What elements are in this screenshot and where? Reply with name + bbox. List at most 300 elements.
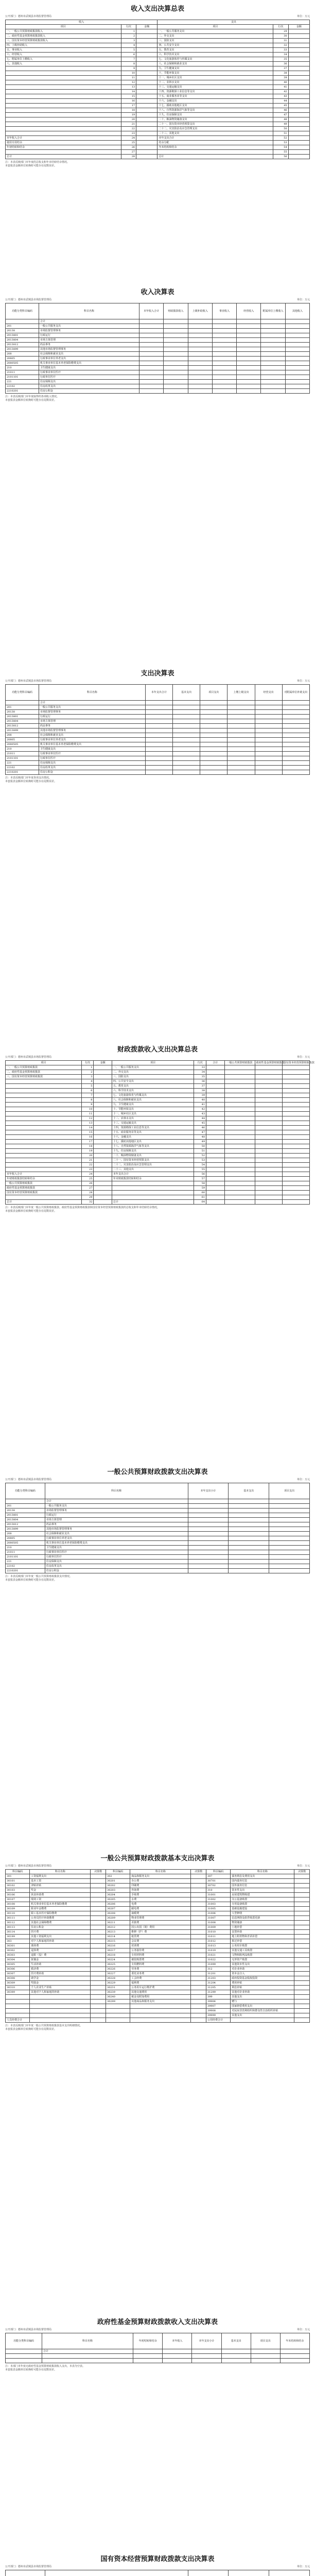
table-cell [139,329,164,333]
table-row [6,57,310,62]
table-cell [285,366,309,370]
table-cell [269,1541,310,1546]
column-header [6,2570,45,2576]
table-cell [294,1879,310,1884]
table-cell [212,384,236,389]
table-cell: 二十二、灾害防治及应急管理支出 [112,1163,194,1167]
column-header: 年末结转和结余 [280,2333,309,2349]
table-row [6,329,310,333]
table-cell [255,1121,282,1126]
table-cell [139,361,164,366]
table-row [6,1897,310,1902]
table-cell [91,1967,106,1972]
table-cell: 7 [81,1093,94,1098]
table-row [6,338,310,343]
table-cell: 七、文化旅游体育与传媒支出 [157,57,273,62]
table-cell: 六、经营收入 [6,53,121,57]
table-row [6,715,310,719]
table-cell: 商品和服务支出 [130,1874,191,1879]
table-cell [224,1172,255,1177]
table-cell: 办公费 [130,1879,191,1884]
table-row [6,1560,310,1564]
table-cell: 11 [121,76,136,80]
section-gov-fund [5,2318,310,2372]
table-cell [6,2354,42,2359]
table-cell [188,1518,229,1522]
table-cell [261,319,285,324]
column-header: 国有资本经营预算财政拨款 [282,1061,309,1065]
table-cell [269,1518,310,1522]
table-row [6,94,310,99]
table-cell [255,747,282,752]
section-title: 支出决算表 [141,670,174,677]
table-cell [164,343,188,347]
table-cell [136,43,157,48]
table-cell [6,85,121,90]
table-cell [94,1089,112,1093]
table-cell: 六、科学技术支出 [157,53,273,57]
table-cell [173,770,200,775]
table-cell [282,1163,309,1167]
table-cell [285,380,309,384]
table-cell [164,366,188,370]
table-cell [224,1140,255,1144]
column-header: 一般公共预算财政拨款 [224,1061,255,1065]
table-cell: 十七、援助其他地区支出 [112,1140,194,1144]
table-row [6,1116,310,1121]
table-cell: 33 [273,48,289,53]
table-cell [224,1084,255,1089]
table-cell [200,719,227,724]
table-cell [191,1939,206,1944]
table-cell: 30303 [6,1953,30,1958]
table-cell [282,1186,309,1191]
table-cell [136,94,157,99]
table-row [6,1084,310,1089]
table-cell: 对民间非营利组织和群众性自治组织补贴 [231,2009,294,2013]
table-cell [229,1518,269,1522]
table-row [6,389,310,394]
table-row [6,1967,310,1972]
table-cell: 其他社会保障缴费 [30,1921,91,1925]
table-cell: 30215 [106,1939,130,1944]
table-cell [139,333,164,338]
table-cell [255,738,282,742]
table-cell [224,1158,255,1163]
table-cell [200,742,227,747]
table-row [6,76,310,80]
table-cell [136,48,157,53]
table-row [6,1098,310,1103]
table-cell [282,1158,309,1163]
table-cell [227,742,255,747]
table-cell: 26 [81,1181,94,1186]
table-cell [255,710,282,715]
table-cell [6,122,121,127]
table-cell [206,1065,224,1070]
table-cell [224,1112,255,1116]
table-cell: 使用专用结余 [6,141,121,145]
column-header [229,2570,269,2576]
column-header: 功能分类科目编码 [6,2333,42,2349]
table-cell [261,338,285,343]
table-cell [136,53,157,57]
table-row [6,131,310,136]
table-cell [255,1191,282,1195]
table-cell: 2013804 [6,1518,45,1522]
table-row [6,747,310,752]
table-cell [173,715,200,719]
table-cell: 30299 [106,1999,130,2004]
table-cell [212,329,236,333]
note-line: 本套报表金额单位转换时可能存在尾数误差。 [5,2028,57,2031]
unit-label: 单位：万元 [296,15,310,18]
table-cell [188,338,212,343]
table-cell: 15 [81,1130,94,1135]
table-cell [112,1191,194,1195]
table-cell [191,1962,206,1967]
table-cell [136,108,157,113]
table-cell: 九、卫生健康支出 [112,1103,194,1107]
table-cell: 30108 [6,1902,30,1907]
table-cell: 九、卫生健康支出 [157,66,273,71]
table-cell [294,2009,310,2013]
section-title: 一般公共预算财政拨款基本支出决算表 [100,1855,215,1862]
table-cell: 基本工资 [30,1879,91,1884]
table-row [6,1504,310,1509]
table-row [6,1888,310,1893]
table-cell [224,1079,255,1084]
table-cell [288,85,309,90]
table-cell [294,1930,310,1935]
table-cell [6,2009,30,2013]
table-cell [288,39,309,43]
column-header: 功能分类科目编码 [6,303,39,319]
table-cell [285,370,309,375]
table-cell [136,117,157,122]
table-cell [191,1907,206,1911]
table-cell: 退职（役）费 [30,1953,91,1958]
table-row [6,1522,310,1527]
table-cell: 201 [6,324,39,329]
section-fiscal-summary [5,1046,314,1213]
table-cell: 合计 [45,1499,188,1504]
table-cell [237,347,261,352]
table-cell [136,66,157,71]
column-header: 科目编码 [106,1870,130,1874]
table-cell: 31006 [206,1911,231,1916]
table-cell: 委托业务费 [130,1972,191,1976]
table-row [6,1167,310,1172]
table-cell: 其他对企业补助 [231,1990,294,1995]
table-cell: 30302 [6,1948,30,1953]
table-cell: 一、一般公共服务支出 [157,29,273,34]
table-cell [94,1186,112,1191]
unit-label: 单位：万元 [296,680,310,683]
table-cell: 31005 [206,1907,231,1911]
org-name: 公开部门：德州市武城县市场监督管理局 [5,2565,52,2568]
table-cell: 20138 [6,1509,45,1513]
table-cell: 57 [194,1177,206,1181]
table-cell [145,724,172,728]
table-cell [200,756,227,761]
table-cell: 20138 [6,329,39,333]
table-cell [285,375,309,380]
table-row [6,1075,310,1079]
table-row [6,752,310,756]
column-header: 经营收入 [237,303,261,319]
table-cell [288,131,309,136]
table-cell [294,1948,310,1953]
table-cell [192,2349,221,2354]
table-cell: 福利费 [130,1981,191,1986]
table-cell [145,747,172,752]
table-cell: 48 [273,117,289,122]
table-cell [261,370,285,375]
table-cell: 19 [121,113,136,117]
table-cell [224,1177,255,1181]
column-header: 科目编码 [6,1870,30,1874]
table-cell: 社会保障和就业支出 [45,1532,188,1536]
table-cell [227,701,255,705]
table-cell [255,733,282,738]
table-cell: 行政运行 [45,1513,188,1518]
table-cell: 利息补贴 [231,1986,294,1990]
table-cell [6,1167,82,1172]
note-line: 注：本表反映部门本年度一般公共预算财政拨款支出情况。 [5,1575,73,1578]
table-cell: 结余分配 [157,141,273,145]
table-cell [91,1986,106,1990]
table-cell: 租赁费 [130,1935,191,1939]
table-cell: 土地补偿 [231,1925,294,1930]
table-cell [212,375,236,380]
table-cell: 59 [194,1186,206,1191]
table-cell [294,1907,310,1911]
table-cell: 十、节能环保支出 [112,1107,194,1112]
table-cell: 年末结转和结余 [157,145,273,150]
table-cell [136,62,157,66]
table-cell [282,738,309,742]
table-cell [288,29,309,34]
table-cell: 其他市场监督管理事务 [39,728,146,733]
table-cell [133,2349,163,2354]
table-cell: 43 [194,1112,206,1116]
table-cell: 21011 [6,1550,45,1555]
table-row [6,1879,310,1884]
table-row [6,1953,310,1958]
table-cell [173,701,200,705]
table-cell: 302 [106,1874,130,1879]
table-cell [285,343,309,347]
table-cell: 2013812 [6,343,39,347]
table-cell [191,2018,206,2023]
table-cell: 被装购置费 [130,1958,191,1962]
table-cell: 合计 [39,319,139,324]
table-cell [133,2354,163,2359]
column-header: 合计 [206,1061,224,1065]
table-cell: 个人农业生产补贴 [30,1986,91,1990]
table-cell [224,1075,255,1079]
table-row [6,2359,310,2363]
table-cell [282,1112,309,1116]
table-cell [224,1098,255,1103]
table-cell [285,384,309,389]
column-header: 决算数 [191,1870,206,1874]
table-cell: 30399 [6,1990,30,1995]
table-cell [282,770,309,775]
table-cell: 邮电费 [130,1907,191,1911]
table-cell [251,2354,280,2359]
table-cell [188,1499,229,1504]
table-row [6,66,310,71]
table-cell [200,733,227,738]
table-cell [136,131,157,136]
table-cell: 14 [121,90,136,94]
table-cell [282,1167,309,1172]
table-cell [255,1116,282,1121]
table-cell [255,1140,282,1144]
table-row [6,347,310,352]
notes [5,395,310,402]
table-row [6,742,310,747]
table-cell [285,324,309,329]
table-cell [206,1121,224,1126]
table-cell [227,710,255,715]
table-cell [212,347,236,352]
table-row [6,1158,310,1163]
table-cell: 14 [81,1126,94,1130]
table-row [6,39,310,43]
table-cell: 39999 [206,2013,231,2018]
table-cell: 资本金注入 [231,1972,294,1976]
table-row [6,1181,310,1186]
table-cell: 2013812 [6,724,39,728]
general-budget-table [5,1483,310,1573]
table-cell: 2080505 [6,361,39,366]
table-cell [191,1990,206,1995]
table-cell [282,1177,309,1181]
table-cell [294,1897,310,1902]
table-cell: 9 [81,1103,94,1107]
table-cell [42,2354,133,2359]
table-row [6,1191,310,1195]
table-cell [164,375,188,380]
table-cell [136,39,157,43]
table-cell: 2013899 [6,347,39,352]
table-cell [288,104,309,108]
column-header: 本年支出小计 [188,1483,229,1499]
table-row [6,333,310,338]
table-cell [255,1107,282,1112]
table-cell [255,761,282,766]
table-cell: 八、其他收入 [6,62,121,66]
table-cell: 19 [81,1149,94,1154]
table-cell [188,352,212,357]
table-cell [269,1550,310,1555]
table-cell [280,2359,309,2363]
table-cell [139,389,164,394]
table-cell [188,319,212,324]
table-cell: 4 [81,1079,94,1084]
table-cell: 债务利息及费用支出 [231,1874,294,1879]
table-cell [6,1144,82,1149]
column-header: 对附属单位补助支出 [282,685,309,701]
table-cell: 行政事业单位医疗 [39,370,139,375]
table-cell [288,34,309,39]
table-cell [164,357,188,361]
table-cell [173,761,200,766]
table-cell [255,1098,282,1103]
table-cell [91,1874,106,1879]
table-cell: 二、政府性基金预算财政拨款收入 [6,34,121,39]
table-row [6,1172,310,1177]
table-cell [139,343,164,347]
table-cell [280,2349,309,2354]
table-row [6,1546,310,1550]
table-cell [227,733,255,738]
table-cell [255,742,282,747]
table-cell [94,1167,112,1172]
table-cell [227,724,255,728]
table-cell [173,719,200,724]
table-row [6,2354,310,2359]
note-line: 本套报表金额单位转换时可能存在尾数误差。 [5,780,57,783]
summary-table [5,20,310,159]
table-cell [255,770,282,775]
table-cell: 行政运行 [39,715,146,719]
table-cell [255,724,282,728]
table-cell [94,1065,112,1070]
section-title: 收入支出决算总表 [130,5,184,13]
table-cell: 53 [194,1158,206,1163]
table-cell [282,1065,309,1070]
table-row [6,1065,310,1070]
table-cell [255,1154,282,1158]
table-cell [285,389,309,394]
table-cell [191,1874,206,1879]
table-cell [94,1126,112,1130]
table-cell [94,1163,112,1167]
table-row [6,43,310,48]
table-row [6,1532,310,1536]
table-cell [6,1158,82,1163]
table-cell: 31099 [206,1962,231,1967]
table-cell [139,375,164,380]
table-row [6,770,310,775]
table-row [6,370,310,375]
table-cell [288,113,309,117]
table-cell [94,1116,112,1121]
table-cell [188,1555,229,1560]
table-cell: 离休费 [30,1944,91,1948]
table-cell [282,752,309,756]
table-cell: 政府投资基金股权投资 [231,1976,294,1981]
table-cell: 50 [273,127,289,131]
note-line: 本套报表金额单位转换时可能存在尾数误差。 [5,1579,57,1582]
table-cell [294,1958,310,1962]
table-cell [255,1200,282,1205]
table-cell [112,1181,194,1186]
column-header: 基本支出 [221,2333,251,2349]
table-row [6,1990,310,1995]
table-cell: 30310 [6,1986,30,1990]
table-row [6,361,310,366]
table-cell [294,1874,310,1879]
table-cell: 二十二、灾害防治及应急管理支出 [157,127,273,131]
table-cell: 40 [273,80,289,85]
table-cell [191,1884,206,1888]
table-cell: 55 [194,1167,206,1172]
